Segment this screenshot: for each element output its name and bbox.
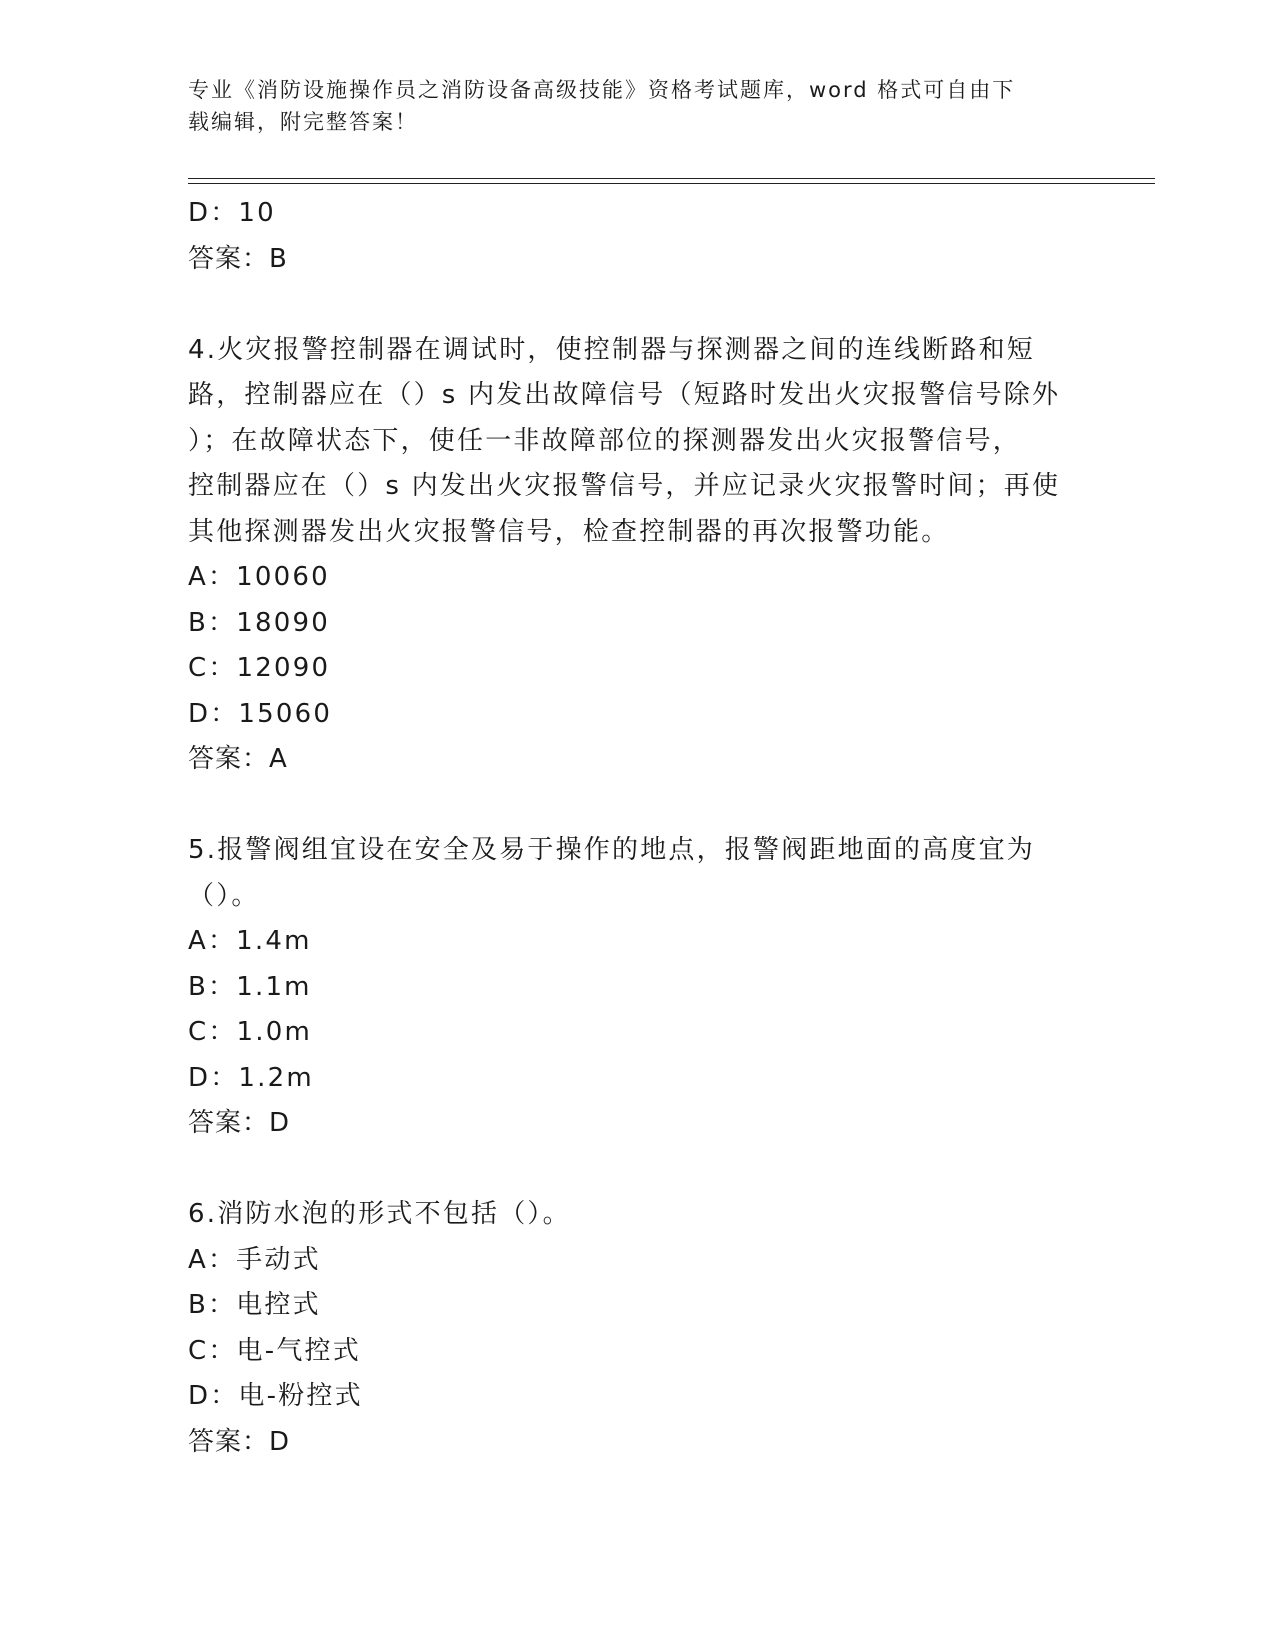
spacer bbox=[188, 282, 1088, 328]
spacer bbox=[188, 783, 1088, 829]
option-c: C：12090 bbox=[188, 653, 331, 683]
answer-line: 答案：D bbox=[188, 1108, 291, 1138]
question-6 bbox=[188, 1192, 1088, 1465]
header-rule-bottom bbox=[188, 183, 1155, 184]
header-line-1: 专业《消防设施操作员之消防设备高级技能》资格考试题库，word 格式可自由下 bbox=[188, 78, 1016, 102]
question-text-line: （）。 bbox=[188, 880, 260, 911]
option-d: D：电-粉控式 bbox=[188, 1381, 363, 1411]
question-text-line: 4.火灾报警控制器在调试时，使控制器与探测器之间的连线断路和短 bbox=[188, 334, 1036, 365]
question-text-line: 5.报警阀组宜设在安全及易于操作的地点，报警阀距地面的高度宜为 bbox=[188, 835, 1036, 865]
question-text-line: 路，控制器应在（）s 内发出故障信号（短路时发出火灾报警信号除外 bbox=[188, 380, 1061, 410]
option-b: B：18090 bbox=[188, 607, 330, 638]
option-c: C：1.0m bbox=[188, 1017, 313, 1047]
question-text-line: 其他探测器发出火灾报警信号，检查控制器的再次报警功能。 bbox=[188, 516, 950, 547]
option-b: B：电控式 bbox=[188, 1290, 321, 1320]
question-content bbox=[188, 191, 1088, 1465]
header-line-2: 载编辑，附完整答案！ bbox=[188, 110, 418, 134]
document-header bbox=[188, 74, 1068, 138]
option-d: D：15060 bbox=[188, 698, 333, 729]
question-text-line: ）；在故障状态下，使任一非故障部位的探测器发出火灾报警信号， bbox=[188, 425, 1022, 456]
question-4 bbox=[188, 328, 1088, 783]
spacer bbox=[188, 1147, 1088, 1193]
option-a: A：10060 bbox=[188, 562, 330, 592]
question-text-line: 6.消防水泡的形式不包括（）。 bbox=[188, 1199, 571, 1229]
answer-line: 答案：A bbox=[188, 744, 288, 774]
question-5 bbox=[188, 828, 1088, 1147]
option-c: C：电-气控式 bbox=[188, 1335, 361, 1366]
option-b: B：1.1m bbox=[188, 971, 312, 1002]
option-a: A：手动式 bbox=[188, 1244, 321, 1275]
answer-line: 答案：D bbox=[188, 1426, 291, 1457]
option-a: A：1.4m bbox=[188, 926, 312, 956]
option-d: D：10 bbox=[188, 198, 276, 228]
question-text-line: 控制器应在（）s 内发出火灾报警信号，并应记录火灾报警时间；再使 bbox=[188, 471, 1061, 501]
header-rule-top bbox=[188, 178, 1155, 179]
option-d: D：1.2m bbox=[188, 1062, 314, 1093]
answer-line: 答案：B bbox=[188, 243, 288, 274]
